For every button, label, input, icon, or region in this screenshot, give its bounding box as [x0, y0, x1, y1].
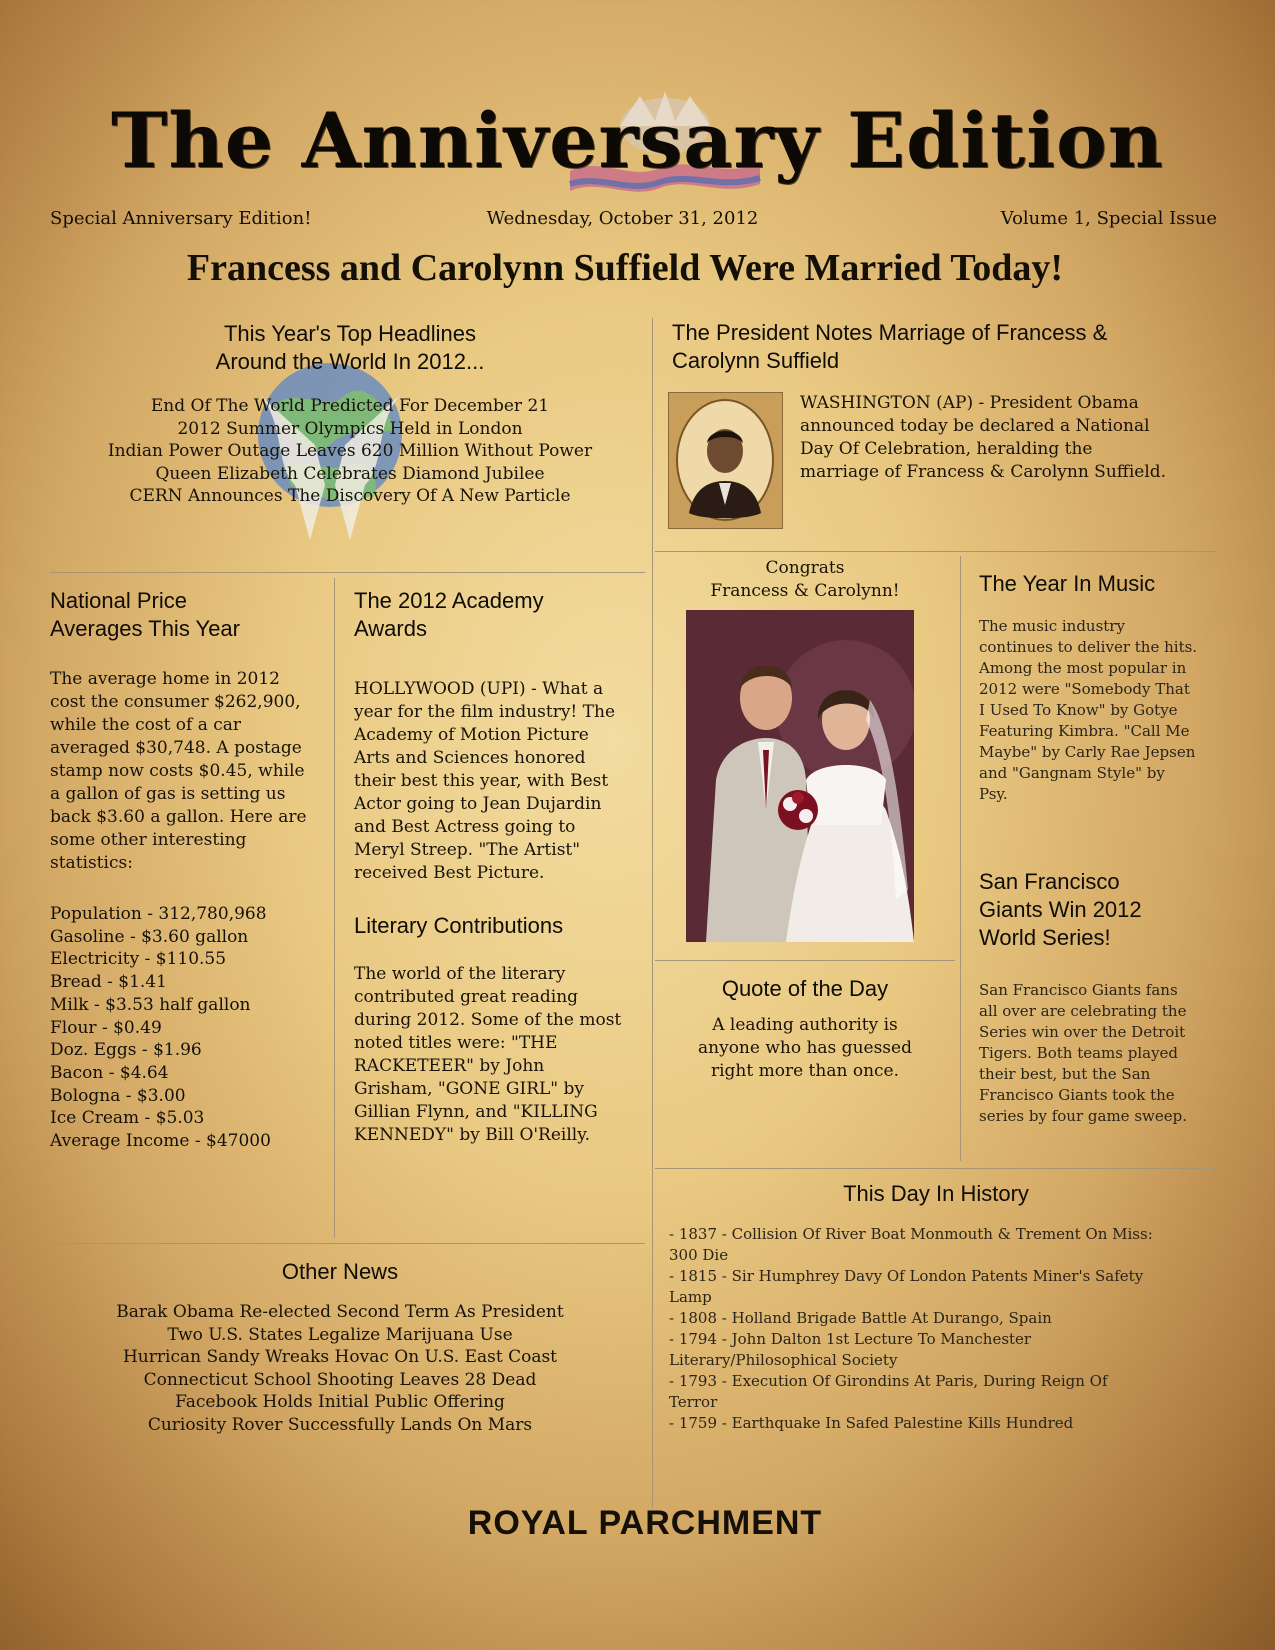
prices-title-line: National Price	[50, 588, 187, 613]
article-line: Academy of Motion Picture	[354, 725, 589, 745]
article-line: and "Gangnam Style" by	[979, 764, 1165, 782]
history-line: - 1759 - Earthquake In Safed Palestine Kills Hundred	[669, 1414, 1074, 1432]
price-item: Ice Cream - $5.03	[50, 1108, 205, 1129]
academy-title-line: The 2012 Academy	[354, 588, 544, 613]
president-article	[800, 392, 1166, 484]
section-divider	[655, 1168, 1217, 1169]
article-line: Tigers. Both teams played	[979, 1044, 1179, 1062]
article-line: Psy.	[979, 785, 1008, 803]
giants-title-line: Giants Win 2012	[979, 897, 1142, 922]
list-item: Two U.S. States Legalize Marijuana Use	[167, 1324, 513, 1345]
price-item: Gasoline - $3.60 gallon	[50, 926, 249, 947]
list-item: Barak Obama Re-elected Second Term As President	[116, 1302, 564, 1322]
caption-line: Congrats	[765, 558, 845, 578]
article-line: RACKETEER" by John	[354, 1056, 545, 1076]
article-line: averaged $30,748. A postage	[50, 738, 302, 758]
article-line: marriage of Francess & Carolynn Suffield.	[800, 462, 1167, 482]
article-line: noted titles were: "THE	[354, 1033, 558, 1053]
other-news-list	[50, 1301, 630, 1437]
article-line: Francisco Giants took the	[979, 1086, 1175, 1104]
price-item: Bologna - $3.00	[50, 1085, 186, 1106]
price-item: Population - 312,780,968	[50, 904, 267, 924]
list-item: Hurrican Sandy Wreaks Hovac On U.S. East Coast	[122, 1347, 558, 1368]
price-item: Bread - $1.41	[50, 972, 167, 993]
list-item: CERN Announces The Discovery Of A New Particle	[129, 486, 571, 507]
article-line: year for the film industry! The	[354, 702, 616, 722]
article-line: their best this year, with Best	[354, 771, 609, 791]
price-item: Flour - $0.49	[50, 1017, 162, 1038]
price-item: Electricity - $110.55	[50, 949, 227, 970]
prices-list	[50, 903, 271, 1153]
article-line: received Best Picture.	[354, 863, 545, 883]
history-title: This Day In History	[843, 1181, 1029, 1206]
president-portrait	[668, 392, 783, 529]
volume-label: Volume 1, Special Issue	[1000, 208, 1217, 229]
president-title-line: The President Notes Marriage of Francess &	[672, 320, 1108, 345]
article-line: continues to deliver the hits.	[979, 638, 1198, 656]
list-item: Connecticut School Shooting Leaves 28 Dead	[143, 1369, 537, 1390]
article-line: series by four game sweep.	[979, 1107, 1187, 1125]
history-line: Literary/Philosophical Society	[669, 1351, 898, 1369]
article-line: announced today be declared a National	[800, 416, 1150, 436]
caption-line: Francess & Carolynn!	[710, 581, 900, 601]
article-line: during 2012. Some of the most	[354, 1010, 622, 1030]
literary-article	[354, 963, 621, 1147]
article-line: Actor going to Jean Dujardin	[354, 794, 602, 814]
article-line: a gallon of gas is setting us	[50, 784, 286, 804]
quote-text	[655, 1014, 955, 1083]
article-line: KENNEDY" by Bill O'Reilly.	[354, 1125, 590, 1145]
giants-article	[979, 980, 1187, 1127]
article-line: Series win over the Detroit	[979, 1023, 1186, 1041]
issue-date: Wednesday, October 31, 2012	[486, 208, 759, 229]
banner-headline: Francess and Carolynn Suffield Were Married Today!	[186, 247, 1064, 289]
history-list	[669, 1224, 1224, 1434]
list-item: Indian Power Outage Leaves 620 Million Without Power	[107, 441, 593, 462]
footer-brand: ROYAL PARCHMENT	[467, 1504, 823, 1542]
history-line: - 1815 - Sir Humphrey Davy Of London Patents Miner's Safety	[669, 1267, 1144, 1285]
article-line: Grisham, "GONE GIRL" by	[354, 1079, 584, 1099]
article-line: while the cost of a car	[50, 715, 242, 735]
history-line: - 1794 - John Dalton 1st Lecture To Manchester	[669, 1330, 1032, 1348]
article-line: San Francisco Giants fans	[979, 981, 1178, 999]
article-line: I Used To Know" by Gotye	[979, 701, 1178, 719]
section-divider	[655, 551, 1217, 552]
other-news-title: Other News	[281, 1259, 399, 1284]
president-title-line: Carolynn Suffield	[672, 348, 840, 373]
list-item: End Of The World Predicted For December 21	[150, 396, 550, 416]
article-line: Featuring Kimbra. "Call Me	[979, 722, 1190, 740]
article-line: stamp now costs $0.45, while	[50, 761, 305, 781]
article-line: Maybe" by Carly Rae Jepsen	[979, 743, 1196, 761]
price-item: Milk - $3.53 half gallon	[50, 994, 251, 1015]
article-line: all over are celebrating the	[979, 1002, 1187, 1020]
price-item: Bacon - $4.64	[50, 1062, 169, 1083]
list-item: Facebook Holds Initial Public Offering	[175, 1392, 505, 1413]
top-headlines-title	[50, 320, 650, 376]
article-line: Meryl Streep. "The Artist"	[354, 840, 581, 860]
column-divider	[960, 556, 961, 1161]
column-divider	[334, 578, 335, 1238]
article-line: statistics:	[50, 853, 133, 873]
price-item: Average Income - $47000	[50, 1131, 271, 1152]
article-line: The world of the literary	[354, 964, 566, 984]
quote-title: Quote of the Day	[721, 976, 889, 1001]
top-headlines-title-line: Around the World In 2012...	[215, 349, 485, 374]
price-item: Doz. Eggs - $1.96	[50, 1040, 202, 1061]
article-line: WASHINGTON (AP) - President Obama	[800, 393, 1139, 413]
article-line: cost the consumer $262,900,	[50, 692, 301, 712]
history-line: Terror	[669, 1393, 718, 1411]
article-line: Gillian Flynn, and "KILLING	[354, 1102, 598, 1122]
masthead-title: The Anniversary Edition	[110, 96, 1165, 185]
article-line: back $3.60 a gallon. Here are	[50, 807, 307, 827]
article-line: Arts and Sciences honored	[354, 748, 586, 768]
section-divider	[655, 960, 955, 961]
prices-title-line: Averages This Year	[50, 616, 240, 641]
article-line: Day Of Celebration, heralding the	[800, 439, 1093, 459]
article-line: The music industry	[979, 617, 1125, 635]
list-item: Curiosity Rover Successfully Lands On Mars	[147, 1414, 533, 1435]
president-title	[672, 319, 1232, 375]
article-line: and Best Actress going to	[354, 817, 576, 837]
edition-label: Special Anniversary Edition!	[50, 208, 312, 229]
article-line: Among the most popular in	[979, 659, 1187, 677]
list-item: 2012 Summer Olympics Held in London	[177, 418, 523, 439]
prices-intro	[50, 668, 307, 875]
history-line: 300 Die	[669, 1246, 729, 1264]
column-divider	[652, 318, 653, 1508]
article-line: 2012 were "Somebody That	[979, 680, 1190, 698]
music-title: The Year In Music	[979, 571, 1156, 596]
top-headlines-title-line: This Year's Top Headlines	[223, 321, 477, 346]
article-line: contributed great reading	[354, 987, 579, 1007]
academy-title-line: Awards	[354, 616, 427, 641]
giants-title	[979, 868, 1142, 952]
article-line: some other interesting	[50, 830, 247, 850]
section-divider	[50, 1243, 645, 1244]
quote-line: right more than once.	[710, 1061, 899, 1081]
literary-title: Literary Contributions	[354, 913, 564, 938]
history-line: Lamp	[669, 1288, 712, 1306]
prices-title	[50, 587, 240, 643]
history-line: - 1808 - Holland Brigade Battle At Durango, Spain	[669, 1309, 1052, 1327]
giants-title-line: World Series!	[979, 925, 1111, 950]
history-line: - 1793 - Execution Of Girondins At Paris, During Reign Of	[669, 1372, 1108, 1390]
article-line: their best, but the San	[979, 1065, 1151, 1083]
congrats-caption	[660, 557, 950, 603]
quote-line: A leading authority is	[712, 1015, 898, 1035]
academy-article	[354, 678, 615, 885]
music-article	[979, 616, 1197, 805]
giants-title-line: San Francisco	[979, 869, 1120, 894]
quote-line: anyone who has guessed	[698, 1038, 912, 1058]
history-line: - 1837 - Collision Of River Boat Monmouth & Trement On Miss:	[669, 1225, 1153, 1243]
article-line: HOLLYWOOD (UPI) - What a	[354, 679, 604, 699]
section-divider	[50, 572, 645, 573]
list-item: Queen Elizabeth Celebrates Diamond Jubilee	[155, 463, 545, 484]
academy-title	[354, 587, 544, 643]
wedding-photo	[686, 610, 914, 942]
article-line: The average home in 2012	[50, 669, 280, 689]
top-headlines-list	[50, 395, 650, 508]
